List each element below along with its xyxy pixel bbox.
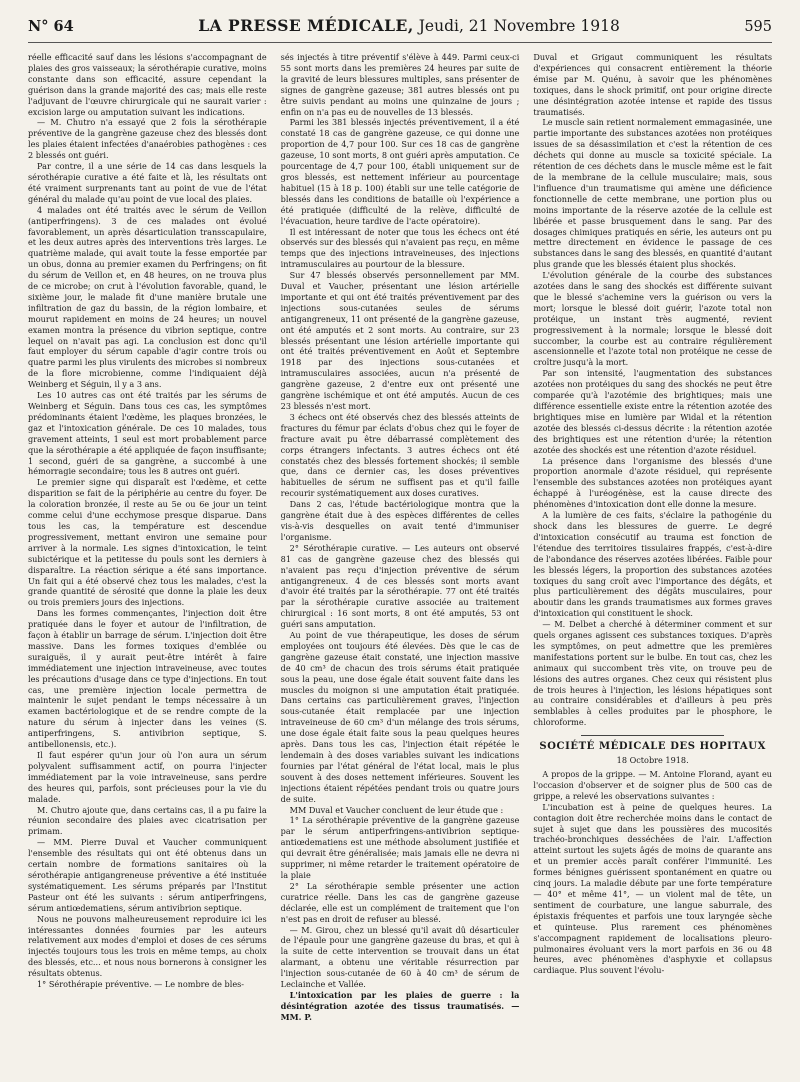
paragraph: Duval et Grigaut communiquent les résultats d'expériences qui consacrent entièrement la théorie émise par M. Quénu, à savoir que les phénomènes toxiques, dans le shock primitif, ont pour origine directe une désintégration azotée intense et rapide des tissus traumatisés. xyxy=(533,52,773,117)
journal-masthead xyxy=(198,16,620,35)
paragraph: Les 10 autres cas ont été traités par les sérums de Weinberg et Séguin. Dans tous ces cas, les symptômes prédominants étaient l'œdème, les plaques bronzées, le gaz et l'intoxication générale. De ces 10 malades, tous gravement atteints, 1 seul est mort probablement parce que la sérothérapie a été appliquée de façon insuffisante; 1 second, guéri de sa gangrène, a succombé à une hémorragie secondaire; tous les 8 autres ont guéri. xyxy=(28,390,267,477)
page-header xyxy=(28,16,772,43)
paragraph: L'intoxication par les plaies de guerre : la désintégration azotée des tissus traumatisés. — MM. P. xyxy=(280,989,520,1022)
paragraph: L'évolution générale de la courbe des substances azotées dans le sang des shockés est différente suivant que le blessé s'achemine vers la guérison ou vers la mort; lorsque le blessé doit guérir, l'azote total non protéique, un instant très augmenté, revient progressivement à la normale; lorsque le blessé doit succomber, la courbe est au contraire régulièrement ascensionnelle et l'azote total non protéique ne cesse de croître jusqu'à la mort. xyxy=(533,270,773,368)
paragraph: sés injectés à titre préventif s'élève à 449. Parmi ceux-ci 55 sont morts dans les premières 24 heures par suite de la gravité de leurs blessures multiples, sans présenter de signes de gangrène gazeuse; 381 autres blessés ont pu être suivis pendant au moins une quinzaine de jours ; enfin on n'a pas eu de nouvelles de 13 blessés. xyxy=(280,52,520,117)
section-date: 18 Octobre 1918. xyxy=(616,755,689,766)
paragraph: 3 échecs ont été observés chez des blessés atteints de fractures du fémur par éclats d'obus chez qui le foyer de fracture avait pu être débarrassé complètement des corps étrangers infectants. 3 autres échecs ont été constatés chez des blessés fortement shockés; il semble que, dans ce dernier cas, les doses préventives habituelles de sérum ne suffisent pas et qu'il faille recourir systématiquement aux doses curatives. xyxy=(280,411,520,499)
column-3 xyxy=(533,52,772,1074)
issue-date: Jeudi, 21 Novembre 1918 xyxy=(418,17,620,35)
paragraph: Au point de vue thérapeutique, les doses de sérum employées ont toujours été élevées. Dès que le cas de gangrène gazeuse était constaté, une injection massive de 40 cm³ de chacun des trois sérums était pratiquée sous la peau, une dose égale était souvent faite dans les muscles du moignon si une amputation était pratiquée. Dans certains cas particulièrement graves, l'injection sous-cutanée était remplacée par une injection intraveineuse de 60 cm³ d'un mélange des trois sérums, une dose égale était faite sous la peau quelques heures après. Dans tous les cas, l'injection était répétée le lendemain à des doses variables suivant les indications fournies par l'état général de l'état local, mais le plus souvent à des doses nettement inférieures. Souvent les injections étaient répétées pendant trois ou quatre jours de suite. xyxy=(280,630,520,804)
paragraph: 2° Sérothérapie curative. — Les auteurs ont observé 81 cas de gangrène gazeuse chez des blessés qui n'avaient pas reçu d'injection préventive de sérum antigangreneux. 4 de ces blessés sont morts avant d'avoir été traités par la sérothérapie. 77 ont été traités par la sérothérapie curative associée au traitement chirurgical : 16 sont morts, 8 ont été amputés, 53 ont guéri sans amputation. xyxy=(280,542,520,630)
paragraph: réelle efficacité sauf dans les lésions s'accompagnant de plaies des gros vaisseaux; la sérothérapie curative, moins constante dans son efficacité, assure cependant la guérison dans la grande majorité des cas; mais elle reste l'adjuvant de l'œuvre chirurgicale qui ne saurait varier : excision large ou amputation suivant les indications. xyxy=(28,52,267,117)
column-2 xyxy=(281,52,520,1074)
paragraph: Parmi les 381 blessés injectés préventivement, il a été constaté 18 cas de gangrène gazeuse, ce qui donne une proportion de 4,7 pour 100. Sur ces 18 cas de gangrène gazeuse, 10 sont morts, 8 ont guéri après amputation. Ce pourcentage de 4,7 pour 100, établi uniquement sur de gros blessés, est nettement inférieur au pourcentage habituel (15 à 18 p. 100) établi sur une telle catégorie de blessés dans les conditions de bataille où l'expérience a été pratiquée (difficulté de la relève, difficulté de l'évacuation, heure tardive de l'acte opératoire). xyxy=(280,117,520,226)
paragraph: Dans les formes commençantes, l'injection doit être pratiquée dans le foyer et autour de l'infiltration, de façon à établir un barrage de sérum. L'injection doit être massive. Dans les formes toxiques d'emblée ou suraiguës, il y aurait peut-être intérêt à faire immédiatement une injection intraveineuse, avec toutes les précautions d'usage dans ce type d'injections. En tout cas, une première injection locale permettra de maintenir le sujet pendant le temps nécessaire à un examen bactériologique et de se rendre compte de la nature du sérum à injecter dans les veines (S. antiperfringens, S. antivibrion septique, S. antibellonensis, etc.). xyxy=(28,608,267,750)
section-divider xyxy=(581,735,724,736)
issue-number: N° 64 xyxy=(28,18,74,35)
column-1 xyxy=(28,52,267,1074)
journal-name: LA PRESSE MÉDICALE, xyxy=(198,16,414,35)
paragraph: Le muscle sain retient normalement emmagasinée, une partie importante des substances azotées non protéiques issues de sa désassimilation et c'est la rétention de ces déchets qui donne au muscle sa toxicité spéciale. La rétention de ces déchets dans le muscle même est le fait de la membrane de la cellule musculaire; mais, sous l'influence d'un traumatisme qui amène une déficience fonctionnelle de cette membrane, une portion plus ou moins importante de la réserve azotée de la cellule est libérée et passe brusquement dans le sang. Par des dosages chimiques pratiqués en série, les auteurs ont pu mettre directement en évidence le passage de ces substances dans le sang des blessés, en quantité d'autant plus grande que les blessés étaient plus shockés. xyxy=(533,117,773,270)
paragraph: A propos de la grippe. — M. Antoine Florand, ayant eu l'occasion d'observer et de soigner plus de 500 cas de grippe, a relevé les observations suivantes : xyxy=(533,769,773,801)
paragraph: La présence dans l'organisme des blessés d'une proportion anormale d'azote résiduel, qui représente l'ensemble des substances azotées non protéiques ayant échappé à l'uréogénèse, est la cause directe des phénomènes d'intoxication dont elle donne la mesure. xyxy=(533,455,773,510)
paragraph: Sur 47 blessés observés personnellement par MM. Duval et Vaucher, présentant une lésion artérielle importante et qui ont été traités préventivement par des injections sous-cutanées seules de sérums antigangreneux, 11 ont présenté de la gangrène gazeuse, ont été amputés et 2 sont morts. Au contraire, sur 23 blessés présentant une lésion artérielle importante qui ont été traités préventivement en Août et Septembre 1918 par des injections sous-cutanées et intramusculaires associées, aucun n'a présenté de gangrène gazeuse, 2 d'entre eux ont présenté une gangrène ischémique et ont été amputés. Aucun de ces 23 blessés n'est mort. xyxy=(280,270,520,411)
paragraph: 1° Sérothérapie préventive. — Le nombre de bles- xyxy=(37,979,245,990)
section-title: SOCIÉTÉ MÉDICALE DES HOPITAUX xyxy=(539,741,766,753)
paragraph: Il est intéressant de noter que tous les échecs ont été observés sur des blessés qui n'avaient pas reçu, en même temps que des injections intraveineuses, des injections intramusculaires au pourtour de la blessure. xyxy=(280,226,520,270)
paragraph: — M. Chutro n'a essayé que 2 fois la sérothérapie préventive de la gangrène gazeuse chez des blessés dont les plaies étaient infectées d'anaérobies pathogènes : ces 2 blessés ont guéri. xyxy=(28,117,267,161)
paragraph: — M. Girou, chez un blessé qu'il avait dû désarticuler de l'épaule pour une gangrène gazeuse du bras, et qui à la suite de cette intervention se trouvait dans un état alarmant, a obtenu une véritable résurrection par l'injection sous-cutanée de 60 à 40 cm³ de sérum de Leclainche et Vallée. xyxy=(280,924,520,990)
paragraph: A la lumière de ces faits, s'éclaire la pathogénie du shock dans les blessures de guerre. Le degré d'intoxication consécutif au trauma est fonction de l'étendue des territoires tissulaires frappés, c'est-à-dire de l'abondance des réserves azotées libérées. Faible pour les blessés légers, la proportion des substances azotées toxiques du sang croît avec l'importance des dégâts, et plus particulièrement des dégâts musculaires, pour aboutir dans les grands traumatismes aux formes graves d'intoxication qui constituent le shock. xyxy=(533,510,773,619)
paragraph: Nous ne pouvons malheureusement reproduire ici les intéressantes données fournies par les auteurs relativement aux modes d'emploi et doses de ces sérums injectés toujours tous les trois en même temps, au choix des blessés, etc... et nous nous bornerons à consigner les résultats obtenus. xyxy=(28,913,267,979)
paragraph: M. Chutro ajoute que, dans certains cas, il a pu faire la réunion secondaire des plaies avec cicatrisation per primam. xyxy=(28,804,267,837)
paragraph: 2° La sérothérapie semble présenter une action curatrice réelle. Dans les cas de gangrène gazeuse déclarée, elle est un complément de traitement que l'on n'est pas en droit de refuser au blessé. xyxy=(280,880,520,924)
paragraph: 4 malades ont été traités avec le sérum de Veillon (antiperfringens). 3 de ces malades ont évolué favorablement, un après désarticulation transscapulaire, et les deux autres après des interventions très larges. Le quatrième malade, qui avait toute la fesse emportée par un obus, donna au premier examen du Perfringens; on fit du sérum de Veillon et, en 48 heures, on ne trouva plus de ce microbe; on crut à l'évolution favorable, quand, le sixième jour, le malade fit d'une manière brutale une infiltration de gaz du bassin, de la région lombaire, et mourut rapidement en moins de 24 heures; un nouvel examen montra la présence du vibrion septique, contre lequel on n'avait pas agi. La conclusion est donc qu'il faut employer du sérum capable d'agir contre trois ou quatre parmi les plus virulents des microbes si nombreux de la flore microbienne, comme l'indiquaient déjà Weinberg et Séguin, il y a 3 ans. xyxy=(28,204,267,390)
page-number: 595 xyxy=(744,19,772,35)
paragraph: Le premier signe qui disparaît est l'œdème, et cette disparition se fait de la périphérie au centre du foyer. De la coloration bronzée, il reste au 5e ou 6e jour un teint comme celui d'une ecchymose presque disparue. Dans tous les cas, la température est descendue progressivement, mettant environ une semaine pour arriver à la normale. Les signes d'intoxication, le teint subictérique et la petitesse du pouls sont les derniers à disparaître. La réaction sérique a été sans importance. Un fait qui a été observé chez tous les malades, c'est la grande quantité de sérosité que donne la plaie les deux ou trois premiers jours des injections. xyxy=(28,477,267,608)
paragraph: MM Duval et Vaucher concluent de leur étude que : xyxy=(289,804,504,815)
text-columns xyxy=(28,52,772,1074)
paragraph: Dans 2 cas, l'étude bactériologique montra que la gangrène était due à des espèces différentes de celles vis-à-vis desquelles on avait tenté d'immuniser l'organisme. xyxy=(280,499,520,542)
paragraph: Par contre, il a une série de 14 cas dans lesquels la sérothérapie curative a été faite et là, les résultats ont été vraiment surprenants tant au point de vue de l'état général du malade qu'au point de vue local des plaies. xyxy=(28,161,267,204)
paragraph: 1° La sérothérapie préventive de la gangrène gazeuse par le sérum antiperfringens-antivibrion septique-antiœdematiens est une méthode absolument justifiée et qui devrait être généralisée; mais jamais elle ne devra ni supprimer, ni même retarder le traitement opératoire de la plaie xyxy=(280,815,520,880)
paragraph: Par son intensité, l'augmentation des substances azotées non protéiques du sang des shockés ne peut être comparée qu'à l'azotémie des brightiques; mais une différence essentielle existe entre la rétention azotée des brightiques mise en lumière par Widal et la rétention azotée des blessés ci-dessus décrite : la rétention azotée des brightiques est une rétention d'urée; la rétention azotée des shockés est une rétention d'azote résiduel. xyxy=(533,368,773,455)
paragraph: Il faut espérer qu'un jour où l'on aura un sérum polyvalent suffisamment actif, on pourra l'injecter immédiatement par la voie intraveineuse, sans perdre des heures qui, parfois, sont précieuses pour la vie du malade. xyxy=(28,750,267,804)
paragraph: — MM. Pierre Duval et Vaucher communiquent l'ensemble des résultats qui ont été obtenus dans un certain nombre de formations sanitaires où la sérothérapie antigangreneuse préventive a été instituée systématiquement. Les sérums préparés par l'Institut Pasteur ont été les suivants : sérum antiperfringens, sérum antiœdematiens, sérum antivibrion septique. xyxy=(28,837,267,913)
paragraph: L'incubation est à peine de quelques heures. La contagion doit être recherchée moins dans le contact de sujet à sujet que dans les poussières des mucosités trachéo-bronchiques desséchées de l'air. L'affection atteint surtout les sujets âgés de moins de quarante ans et un premier accès paraît conférer l'immunité. Les formes bénignes guérissent spontanément en quatre ou cinq jours. La maladie débute par une forte température — 40° et même 41°, — un violent mal de tête, un sentiment de courbature, une langue saburrale, des épistaxis fréquentes et parfois une toux laryngée sèche et quinteuse. Plus rarement ces phénomènes s'accompagnent rapidement de localisations pleuro-pulmonaires évoluant vers la mort parfois en 36 ou 48 heures, avec phénomènes d'asphyxie et collapsus cardiaque. Plus souvent l'évolu- xyxy=(533,801,773,976)
paragraph: — M. Delbet a cherché à déterminer comment et sur quels organes agissent ces substances toxiques. D'après les symptômes, on peut admettre que les premières manifestations portent sur le bulbe. En tout cas, chez les animaux qui succombent très vite, on trouve peu de lésions des autres organes. Chez ceux qui résistent plus de trois heures à l'injection, les lésions hépatiques sont au contraire considérables et d'ailleurs à peu près semblables à celles produites par le phosphore, le chloroforme. xyxy=(533,619,773,728)
